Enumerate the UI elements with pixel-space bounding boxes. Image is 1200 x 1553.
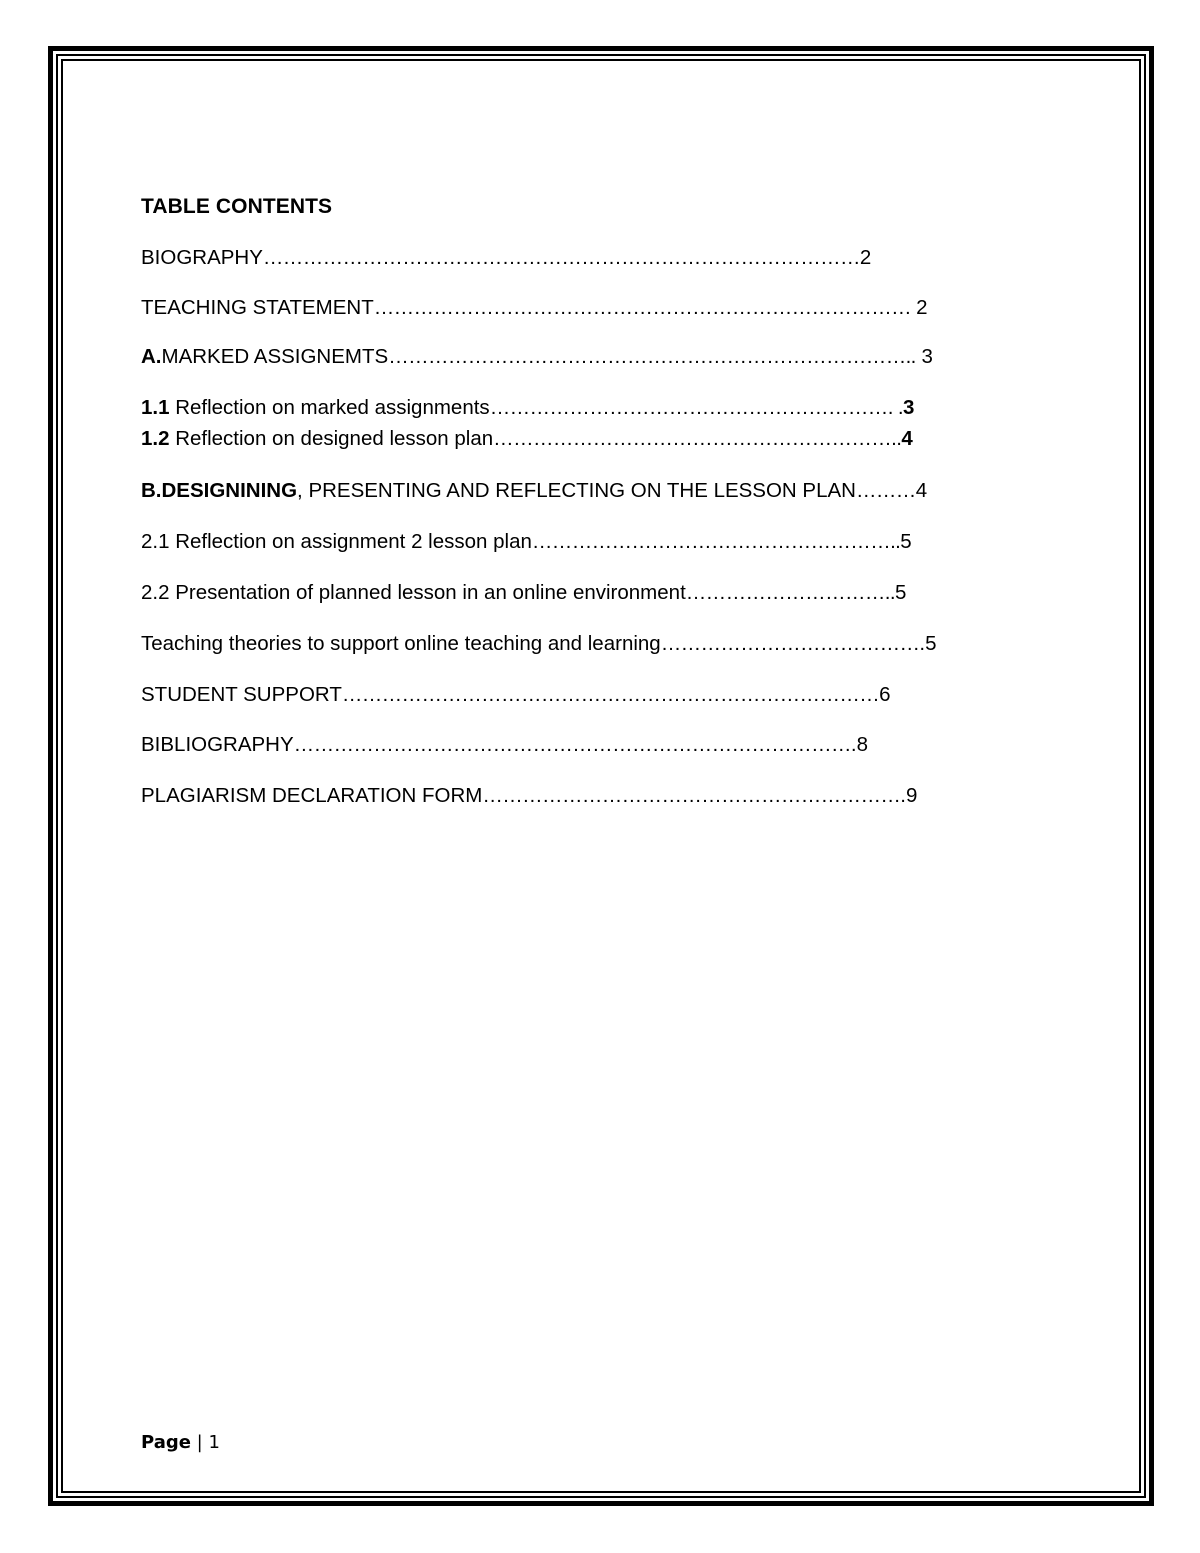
footer-separator: |: [190, 1432, 209, 1453]
toc-entry-leader: ……………………………………………………..: [493, 427, 902, 450]
page-border-inner: [61, 59, 1141, 1493]
toc-entry-leader: …………………………………………………………………………: [293, 733, 851, 756]
toc-entry-label: STUDENT SUPPORT: [141, 683, 342, 706]
footer-page-number: 1: [208, 1432, 220, 1453]
toc-entry-leader: ………: [855, 479, 916, 502]
toc-entry-leader: ………………………………………………………: [482, 784, 901, 807]
toc-entry-label: MARKED ASSIGNEMTS: [161, 345, 389, 368]
toc-entry-teaching-statement: [141, 296, 928, 320]
toc-entry-leader: ………………………………………………..: [531, 530, 901, 553]
toc-entry-bibliography: [141, 733, 868, 757]
toc-entry-label: PLAGIARISM DECLARATION FORM: [141, 784, 483, 807]
toc-entry-teaching-theories: [141, 632, 937, 656]
toc-entry-label: TEACHING STATEMENT: [141, 296, 374, 319]
toc-entry-leader: ……………………………………………………. .: [489, 396, 903, 419]
toc-entry-prefix: B.DESIGNINING: [141, 479, 298, 502]
toc-entry-label: BIOGRAPHY: [141, 246, 263, 269]
toc-entry-label: 2.1 Reflection on assignment 2 lesson plan: [141, 530, 532, 553]
toc-entry-leader: ……………………………………………………………………..: [388, 345, 916, 368]
toc-entry-marked-assignments: [141, 345, 933, 369]
toc-entry-page: 4: [901, 427, 913, 450]
toc-entry-2-2: [141, 581, 906, 605]
toc-entry-student-support: [141, 683, 891, 707]
toc-title: TABLE CONTENTS: [141, 195, 333, 218]
toc-entry-page: 3: [902, 396, 915, 419]
toc-entry-page: 6: [879, 683, 891, 706]
toc-entry-1-2: [141, 427, 913, 451]
toc-entry-designing: [141, 479, 927, 503]
toc-entry-biography: [141, 246, 871, 270]
toc-entry-leader: …………………………..: [685, 581, 895, 604]
toc-entry-page: 4: [915, 479, 928, 502]
toc-entry-prefix: A.: [141, 345, 162, 368]
toc-entry-1-1: [141, 396, 914, 420]
footer-page-label: Page: [141, 1432, 191, 1453]
toc-entry-page: 2: [916, 296, 928, 319]
toc-entry-label: , PRESENTING AND REFLECTING ON THE LESSON PLAN: [297, 479, 856, 502]
toc-entry-leader: …………………………………: [660, 632, 920, 655]
toc-entry-leader: ………………………………………………………………………………: [262, 246, 860, 269]
toc-entry-page: .8: [850, 733, 868, 756]
toc-entry-label: 2.2 Presentation of planned lesson in an online environment: [141, 581, 686, 604]
toc-entry-label: Reflection on marked assignments: [169, 396, 490, 419]
toc-entry-leader: ………………………………………………………………………: [373, 296, 917, 319]
toc-entry-label: Reflection on designed lesson plan: [169, 427, 494, 450]
toc-entry-page: .9: [900, 784, 918, 807]
toc-entry-page: 5: [894, 581, 907, 604]
toc-entry-page: 2: [859, 246, 872, 269]
toc-entry-leader: ………………………………………………………………………: [341, 683, 880, 706]
toc-entry-2-1: [141, 530, 912, 554]
toc-entry-page: 5: [900, 530, 912, 553]
toc-entry-page: 3: [915, 345, 933, 368]
toc-entry-label: Teaching theories to support online teaching and learning: [141, 632, 661, 655]
toc-entry-page: .5: [919, 632, 937, 655]
toc-entry-prefix: 1.2: [141, 427, 170, 450]
page-footer: [141, 1432, 220, 1453]
toc-entry-label: BIBLIOGRAPHY: [141, 733, 294, 756]
toc-entry-plagiarism: [141, 784, 917, 808]
toc-entry-prefix: 1.1: [141, 396, 170, 419]
